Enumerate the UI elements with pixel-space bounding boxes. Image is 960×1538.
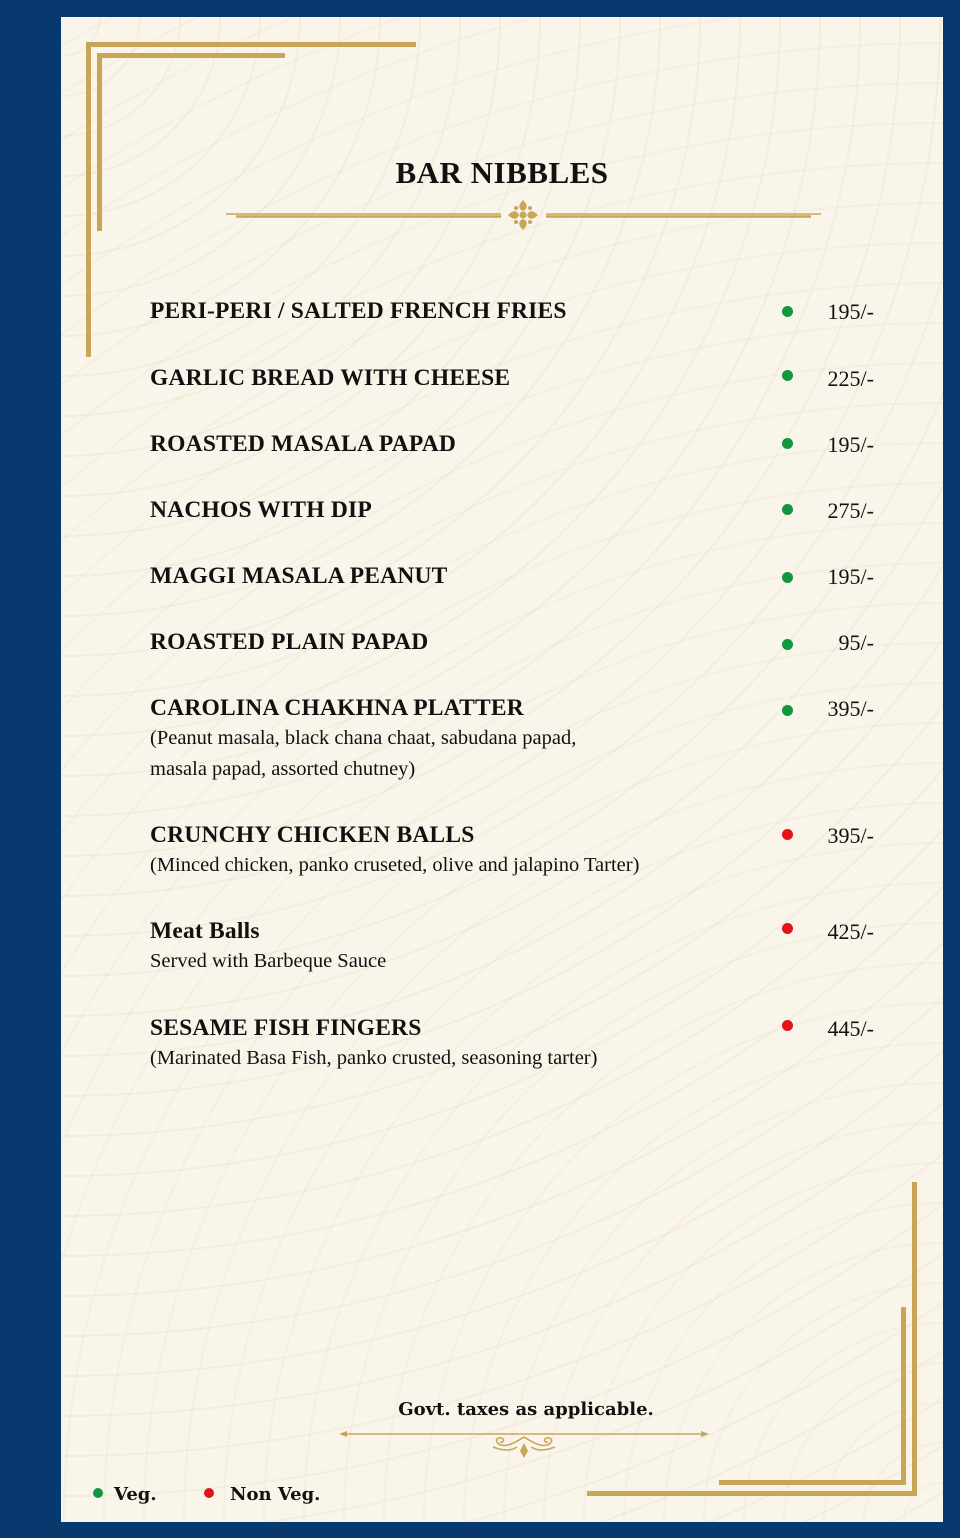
- frame-top-left-outer-v: [86, 42, 91, 357]
- non-veg-legend-label: Non Veg.: [230, 1484, 321, 1505]
- item-name: GARLIC BREAD WITH CHEESE: [150, 365, 511, 391]
- menu-item: [150, 363, 830, 393]
- tax-note: Govt. taxes as applicable.: [398, 1399, 654, 1420]
- non-veg-legend-icon: [204, 1488, 214, 1498]
- item-price: 195/-: [827, 564, 874, 589]
- frame-bottom-right-outer-h: [587, 1491, 917, 1496]
- veg-legend-icon: [93, 1488, 103, 1498]
- item-description: Served with Barbeque Sauce: [150, 950, 387, 972]
- menu-page: [61, 17, 943, 1522]
- frame-top-left-outer-h: [86, 42, 416, 47]
- item-name: CRUNCHY CHICKEN BALLS: [150, 822, 475, 848]
- frame-bottom-right-inner-v: [901, 1307, 906, 1485]
- item-name: CAROLINA CHAKHNA PLATTER: [150, 695, 524, 721]
- frame-bottom-right-inner-h: [719, 1480, 906, 1485]
- title-divider-ornament: [226, 197, 821, 233]
- menu-title: BAR NIBBLES: [395, 155, 609, 190]
- item-name: PERI-PERI / SALTED FRENCH FRIES: [150, 298, 567, 324]
- frame-top-left-inner-h: [97, 53, 285, 58]
- item-price: 95/-: [838, 630, 874, 655]
- menu-item: [150, 296, 830, 326]
- menu-item: [150, 693, 830, 785]
- item-name: NACHOS WITH DIP: [150, 497, 372, 523]
- item-description: (Minced chicken, panko cruseted, olive and jalapino Tarter): [150, 854, 640, 876]
- menu-item: [150, 561, 830, 591]
- item-price: 445/-: [827, 1016, 874, 1041]
- item-price: 195/-: [827, 432, 874, 457]
- menu-item: [150, 627, 830, 657]
- item-price: 225/-: [827, 366, 874, 391]
- menu-item: [150, 820, 830, 881]
- item-price: 195/-: [827, 299, 874, 324]
- item-price: 275/-: [827, 498, 874, 523]
- footer-flourish-ornament: [339, 1427, 709, 1463]
- menu-item: [150, 916, 830, 977]
- menu-item: [150, 1013, 830, 1074]
- item-name: MAGGI MASALA PEANUT: [150, 563, 448, 589]
- veg-legend-label: Veg.: [114, 1484, 157, 1505]
- menu-item: [150, 429, 830, 459]
- item-description: (Marinated Basa Fish, panko crusted, seasoning tarter): [150, 1047, 598, 1069]
- item-name: ROASTED PLAIN PAPAD: [150, 629, 429, 655]
- item-price: 395/-: [827, 696, 874, 721]
- item-price: 395/-: [827, 823, 874, 848]
- frame-bottom-right-outer-v: [912, 1182, 917, 1496]
- item-description: (Peanut masala, black chana chaat, sabudana papad,: [150, 727, 577, 749]
- frame-top-left-inner-v: [97, 53, 102, 231]
- item-description-line-2: masala papad, assorted chutney): [150, 758, 416, 780]
- item-name: SESAME FISH FINGERS: [150, 1015, 422, 1041]
- menu-item: [150, 495, 830, 525]
- item-name: Meat Balls: [150, 918, 260, 944]
- item-name: ROASTED MASALA PAPAD: [150, 431, 457, 457]
- item-price: 425/-: [827, 919, 874, 944]
